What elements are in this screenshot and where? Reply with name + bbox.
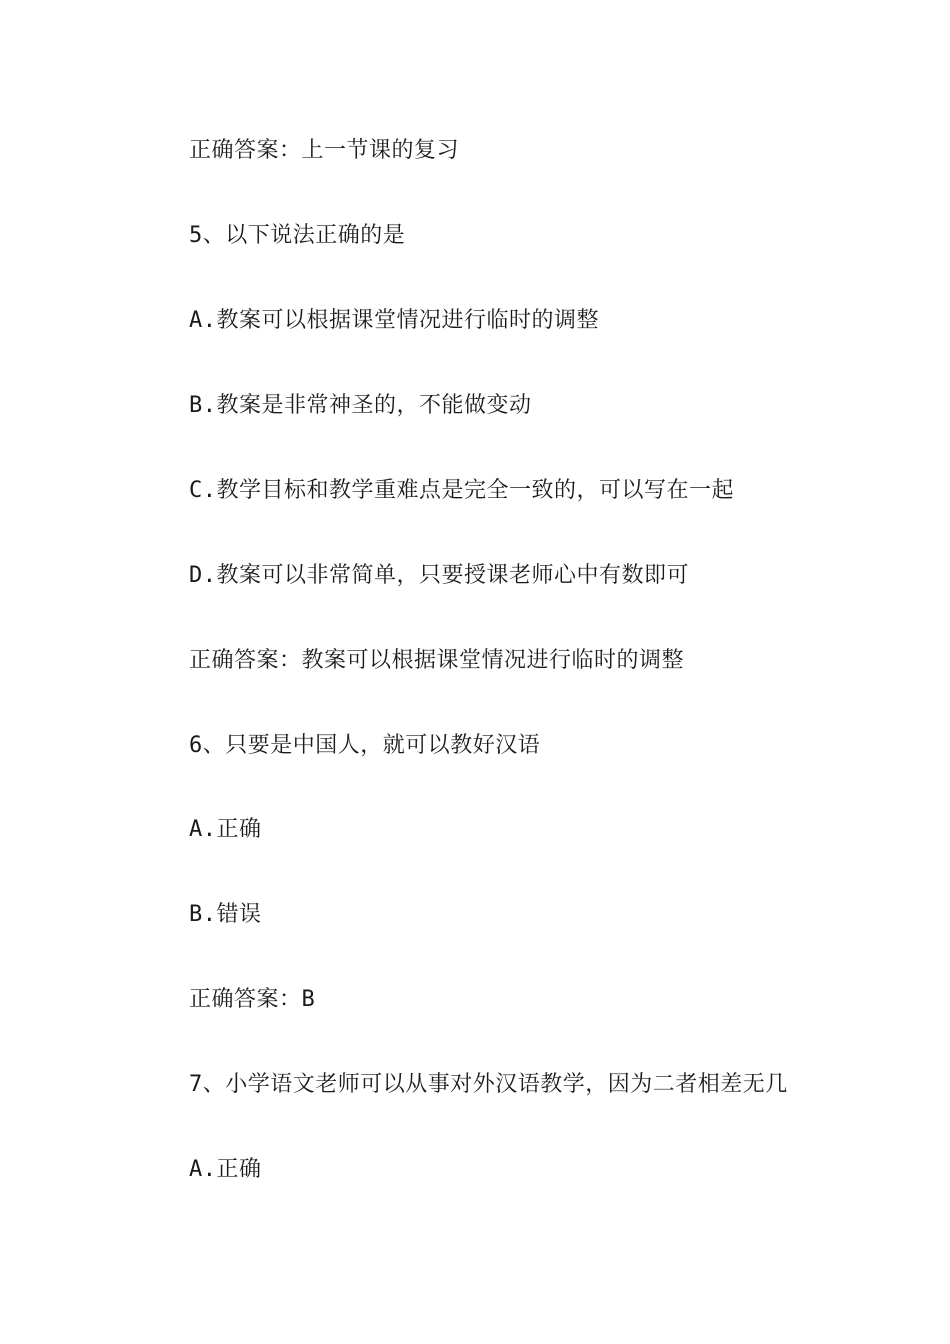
q5-option-d: D.教案可以非常简单，只要授课老师心中有数即可 [189,563,689,588]
q7-option-a: A.正确 [189,1157,262,1182]
q5-option-a: A.教案可以根据课堂情况进行临时的调整 [189,308,599,333]
question-7-text: 7、小学语文老师可以从事对外汉语教学，因为二者相差无几 [189,1072,788,1097]
question-6-text: 6、只要是中国人，就可以教好汉语 [189,733,541,758]
q5-option-b: B.教案是非常神圣的，不能做变动 [189,393,532,418]
answer-text-q4: 正确答案：上一节课的复习 [189,138,460,163]
q6-option-b: B.错误 [189,902,262,927]
q6-option-a: A.正确 [189,817,262,842]
question-5-text: 5、以下说法正确的是 [189,223,406,248]
answer-text-q5: 正确答案：教案可以根据课堂情况进行临时的调整 [189,648,685,673]
answer-text-q6: 正确答案：B [189,987,316,1012]
q5-option-c: C.教学目标和教学重难点是完全一致的，可以写在一起 [189,478,734,503]
